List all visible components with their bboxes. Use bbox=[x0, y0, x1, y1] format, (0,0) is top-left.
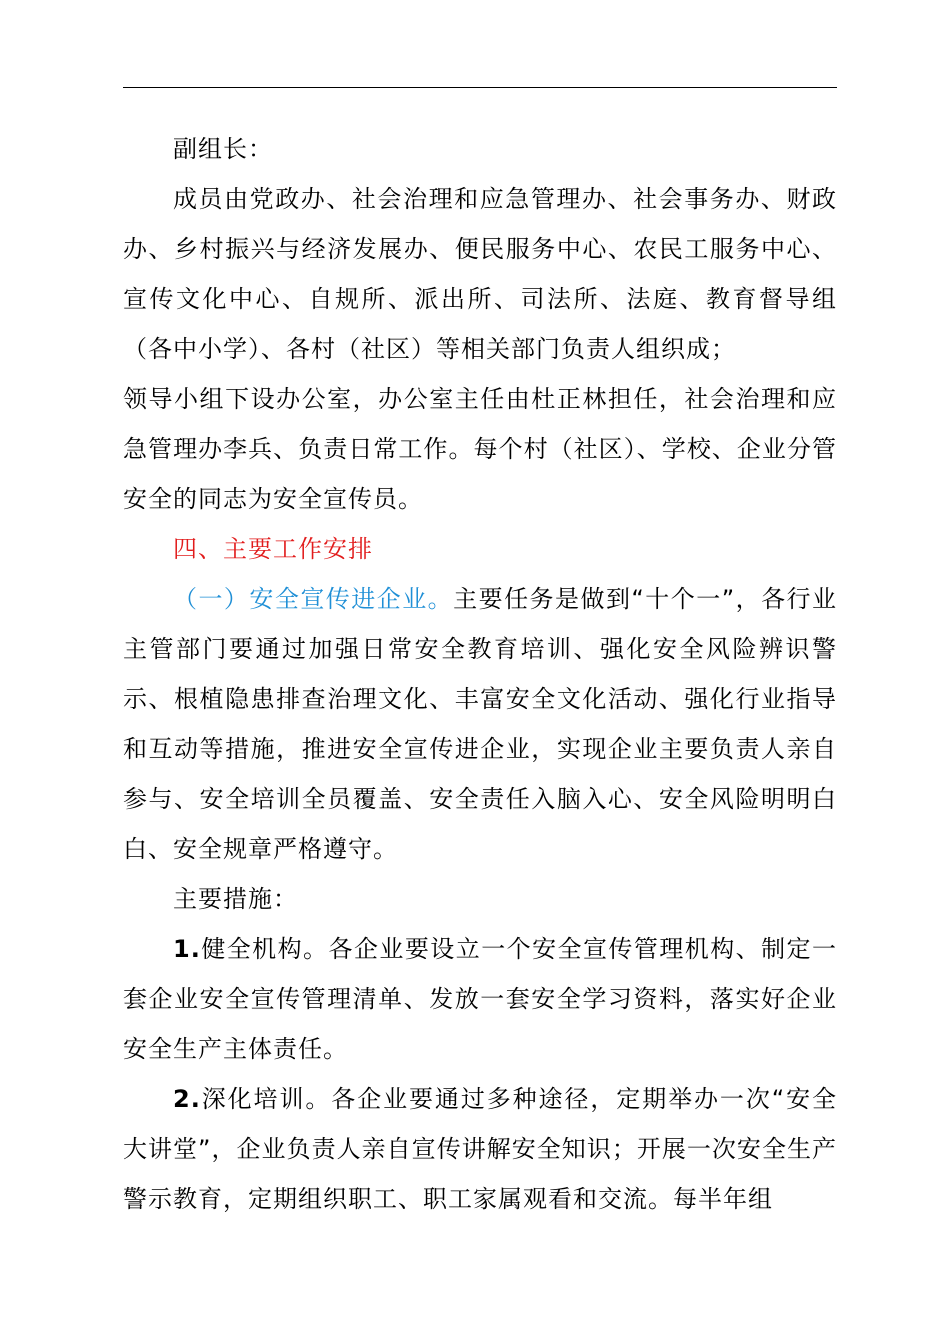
measure-item-2 bbox=[123, 1074, 837, 1224]
measure-item-2-text: 深化培训。各企业要通过多种途径，定期举办一次“安全大讲堂”，企业负责人亲自宣传讲解安全知识；开展一次安全生产警示教育，定期组织职工、职工家属观看和交流。每半年组 bbox=[123, 1085, 837, 1213]
measure-item-1-number: 1. bbox=[173, 935, 201, 963]
header-rule bbox=[123, 87, 837, 88]
subsection-body: 主要任务是做到“十个一”，各行业主管部门要通过加强日常安全教育培训、强化安全风险辨识警示、根植隐患排查治理文化、丰富安全文化活动、强化行业指导和互动等措施，推进安全宣传进企业，实现企业主要负责人亲自参与、安全培训全员覆盖、安全责任入脑入心、安全风险明明白白、安全规章严格遵守。 bbox=[123, 585, 838, 863]
measure-item-1-text: 健全机构。各企业要设立一个安全宣传管理机构、制定一套企业安全宣传管理清单、发放一套安全学习资料，落实好企业安全生产主体责任。 bbox=[123, 935, 837, 1063]
members-paragraph bbox=[123, 174, 837, 374]
measure-item-1 bbox=[123, 924, 837, 1074]
section-heading bbox=[123, 524, 837, 574]
office-text: 领导小组下设办公室，办公室主任由杜正林担任，社会治理和应急管理办李兵、负责日常工作。每个村（社区）、学校、企业分管安全的同志为安全宣传员。 bbox=[123, 385, 837, 513]
office-paragraph bbox=[123, 374, 837, 524]
deputy-leader-text: 副组长： bbox=[173, 135, 273, 163]
measures-label bbox=[123, 874, 837, 924]
measures-label-text: 主要措施： bbox=[173, 885, 298, 913]
members-text: 成员由党政办、社会治理和应急管理办、社会事务办、财政办、乡村振兴与经济发展办、便民服务中心、农民工服务中心、宣传文化中心、自规所、派出所、司法所、法庭、教育督导组（各中小学）、各村（社区）等相关部门负责人组织成； bbox=[123, 185, 837, 363]
subsection-title: （一）安全宣传进企业。 bbox=[173, 585, 454, 613]
measure-item-2-number: 2. bbox=[173, 1085, 201, 1113]
subsection-paragraph bbox=[123, 574, 837, 874]
section-heading-text: 四、主要工作安排 bbox=[173, 535, 373, 563]
document-body bbox=[123, 124, 837, 1224]
deputy-leader-line bbox=[123, 124, 837, 174]
